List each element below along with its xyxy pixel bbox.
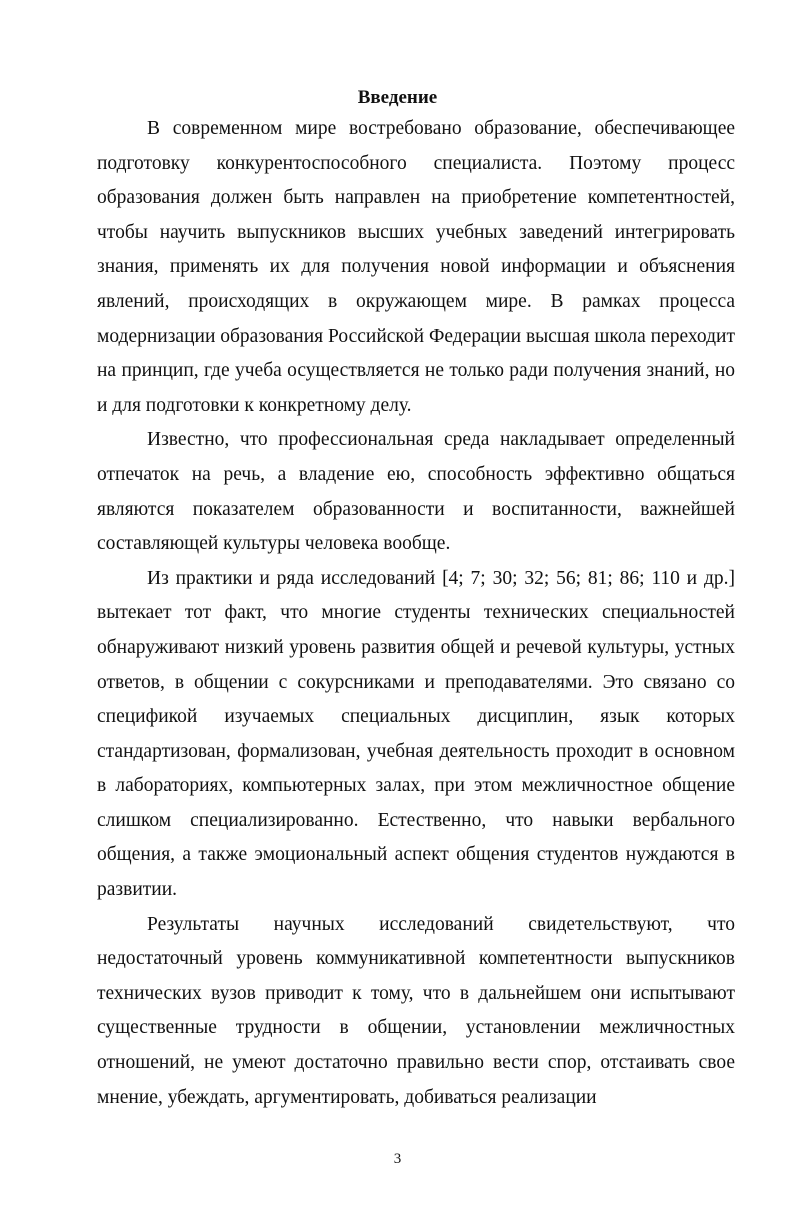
section-title: Введение xyxy=(357,87,438,108)
body-text xyxy=(97,112,735,1115)
paragraph-3: Из практики и ряда исследований [4; 7; 30; 32; 56; 81; 86; 110 и др.] вытекает тот факт, что многие студенты технических специальностей обнаруживают низкий уровень развития общей и речевой культуры, устных ответов, в общении с сокурсниками и преподавателями. Это связано со спецификой изучаемых специальных дисциплин, язык которых стандартизован, формализован, учебная деятельность проходит в основном в лабораториях, компьютерных залах, при этом межличностное общение слишком специализированно. Естественно, что навыки вербального общения, а также эмоциональный аспект общения студентов нуждаются в развитии. xyxy=(97,567,735,901)
page-number: 3 xyxy=(393,1151,402,1167)
paragraph-1: В современном мире востребовано образование, обеспечивающее подготовку конкурентоспособного специалиста. Поэтому процесс образования должен быть направлен на приобретение компетентностей, чтобы научить выпускников высших учебных заведений интегрировать знания, применять их для получения новой информации и объяснения явлений, происходящих в окружающем мире. В рамках процесса модернизации образования Российской Федерации высшая школа переходит на принцип, где учеба осуществляется не только ради получения знаний, но и для подготовки к конкретному делу. xyxy=(97,118,735,416)
paragraph-2: Известно, что профессиональная среда накладывает определенный отпечаток на речь, а владение ею, способность эффективно общаться являются показателем образованности и воспитанности, важнейшей составляющей культуры человека вообще. xyxy=(97,429,735,555)
paragraph-4: Результаты научных исследований свидетельствуют, что недостаточный уровень коммуникативной компетентности выпускников технических вузов приводит к тому, что в дальнейшем они испытывают существенные трудности в общении, установлении межличностных отношений, не умеют достаточно правильно вести спор, отстаивать свое мнение, убеждать, аргументировать, добиваться реализации xyxy=(97,913,735,1108)
